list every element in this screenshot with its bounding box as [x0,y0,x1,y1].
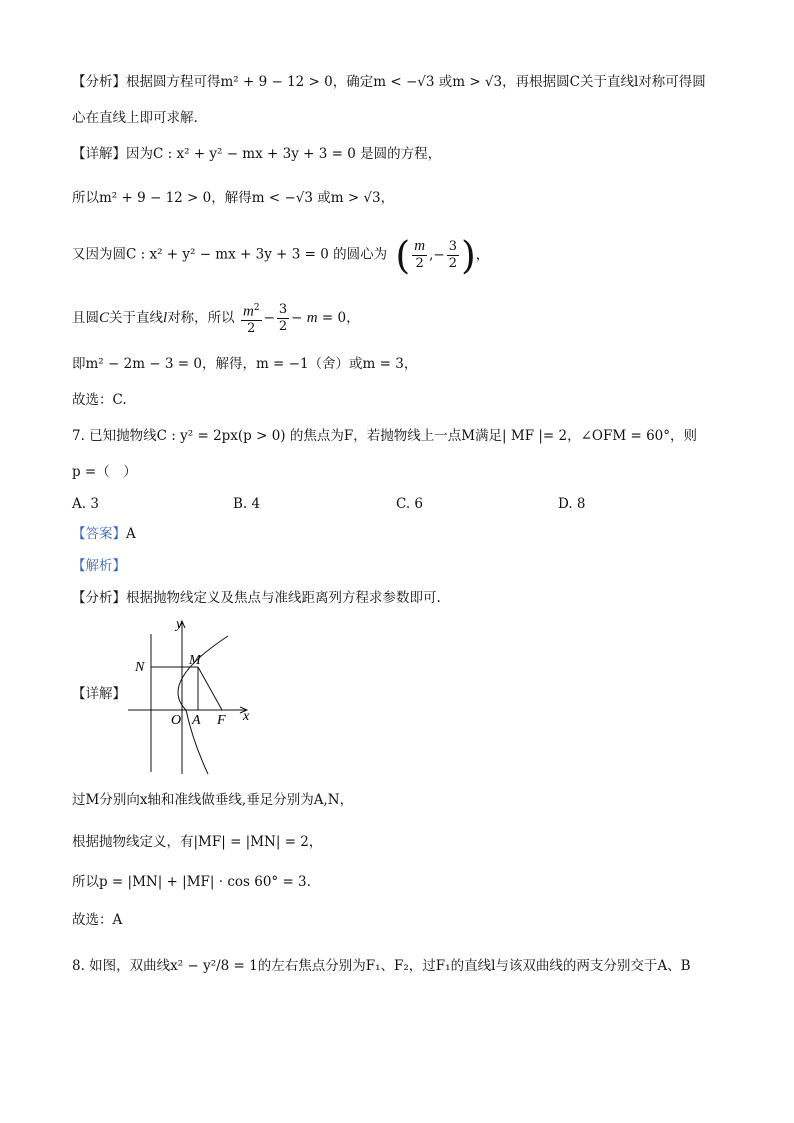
label-y: y [176,617,183,632]
p6-detail-line1-text: 因为C : x² + y² − mx + 3y + 3 = 0 是圆的方程， [126,146,442,162]
label-x: x [243,709,250,724]
answer-value: A [126,526,136,542]
q7-answer [72,524,136,544]
p6-line4: 且圆C关于直线l对称，所以 $\frac{m^2}{2}$ − $\frac{3}{2}$ − m = 0， [72,302,360,337]
q7-stem-line1: 7. 已知抛物线C : y² = 2px(p > 0) 的焦点为F，若抛物线上一点M满足| MF |= 2，∠OFM = 60°，则 [72,428,698,444]
q7-option-c: C. 6 [396,496,424,512]
segment-mf [198,667,222,710]
p6-line3-prefix: 又因为圆C : x² + y² − mx + 3y + 3 = 0 的圆心为 [72,246,388,263]
p6-choice: 故选：C. [72,392,127,408]
q7-detail-tag: 【详解】 [72,686,126,702]
parabola-curve [178,636,228,774]
label-a: A [192,713,201,728]
q7-jiexi-tag: 【解析】 [72,558,126,574]
answer-tag: 【答案】 [72,526,126,542]
q7-analysis-text: 根据抛物线定义及焦点与准线距离列方程求参数即可. [126,590,441,606]
p6-line5: 即m² − 2m − 3 = 0，解得，m = −1（舍）或m = 3， [72,356,418,372]
q7-option-a: A. 3 [72,496,99,512]
q7-solution-line2: 根据抛物线定义，有|MF| = |MN| = 2， [72,834,323,850]
p6-analysis-line1-text: 根据圆方程可得m² + 9 − 12 > 0，确定m < −√3 或m > √3，再根据圆C关于直线l对称可得圆 [126,74,706,90]
q7-option-d: D. 8 [558,496,586,512]
label-f: F [217,713,226,728]
analysis-tag: 【分析】 [72,590,126,606]
label-m: M [189,653,201,668]
analysis-tag: 【分析】 [72,74,126,90]
q7-solution-line3: 所以p = |MN| + |MF| · cos 60° = 3. [72,874,311,890]
detail-tag: 【详解】 [72,146,126,162]
label-n: N [135,660,145,675]
p6-detail-line1 [72,144,441,164]
q7-stem-line2: p =（ ） [72,464,137,480]
p6-analysis-line2: 心在直线上即可求解. [72,110,198,126]
label-o: O [171,713,182,728]
q7-analysis [72,588,441,608]
p6-line3 [72,233,490,277]
p6-center-expression: ( $\frac{m}{2}$ ,− $\frac{3}{2}$ )， [395,233,490,277]
q8-stem: 8. 如图，双曲线x² − y²/8 = 1的左右焦点分别为F₁、F₂，过F₁的直线l与该双曲线的两支分别交于A、B [72,958,691,974]
parabola-diagram [118,612,268,777]
q7-option-b: B. 4 [233,496,261,512]
p6-line2: 所以m² + 9 − 12 > 0，解得m < −√3 或m > √3， [72,190,395,206]
q7-solution-line1: 过M分别向x轴和准线做垂线,垂足分别为A,N， [72,792,354,808]
p6-analysis-line1 [72,72,706,92]
q7-choice: 故选：A [72,912,123,928]
